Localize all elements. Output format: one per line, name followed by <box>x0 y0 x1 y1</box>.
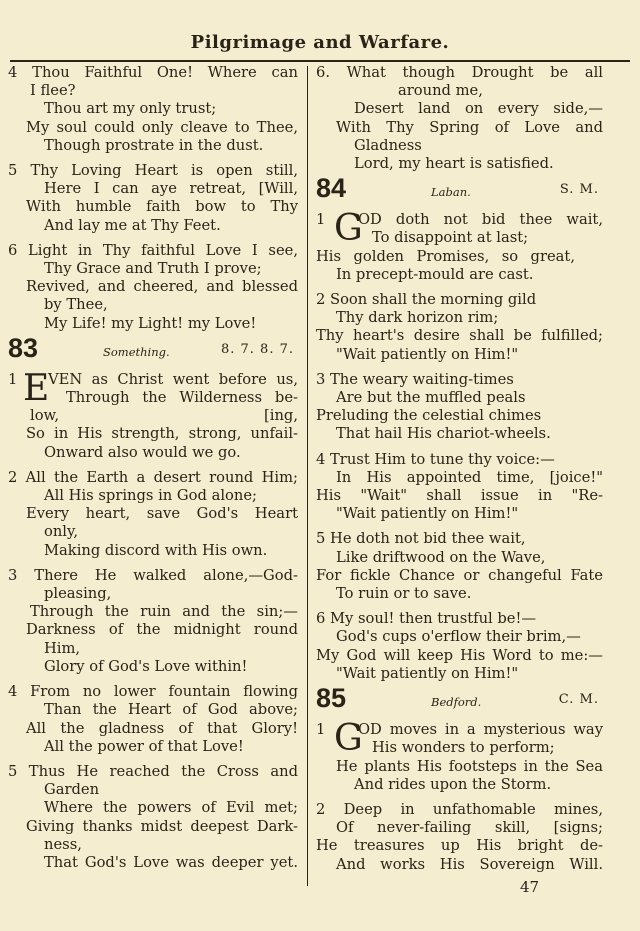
verse-line: 2 Soon shall the morning gild <box>316 291 537 309</box>
column-divider <box>307 66 308 886</box>
right-column <box>316 64 603 874</box>
verse-line: And works His Sovereign Will. <box>336 855 603 873</box>
verse <box>8 242 298 333</box>
left-column <box>8 64 298 872</box>
verse-line: Where the powers of Evil met; <box>44 799 298 817</box>
verse-line: And lay me at Thy Feet. <box>44 216 221 234</box>
verse-line: Revived, and cheered, and blessed <box>26 278 298 296</box>
verse-line: around me, <box>398 82 483 100</box>
verse-line: 2 Deep in unfathomable mines, <box>316 800 603 818</box>
verse-line: 3 There He walked alone,—God- <box>8 566 298 584</box>
hymn-meter: C. M. <box>558 692 599 708</box>
verse-line: pleasing, <box>44 585 112 603</box>
verse-line: Making discord with His own. <box>44 541 268 559</box>
verse-line: He plants His footsteps in the Sea <box>336 757 603 775</box>
verse-line <box>316 211 603 229</box>
verse-line: low, [ing, <box>30 407 298 425</box>
verse-line: And rides upon the Storm. <box>354 775 552 793</box>
verse-line: All the gladness of that Glory! <box>26 719 298 737</box>
verse <box>316 801 603 874</box>
verse <box>316 530 603 603</box>
hymn-meter: 8. 7. 8. 7. <box>220 341 294 357</box>
verse-line: 6 Light in Thy faithful Love I see, <box>8 241 298 259</box>
verse-line: ness, <box>44 835 82 853</box>
header-rule <box>10 60 630 62</box>
drop-cap: G <box>334 718 363 760</box>
verse-line: To ruin or to save. <box>336 585 472 603</box>
verse-line: 6 My soul! then trustful be!— <box>316 610 537 628</box>
verse-line: Through the ruin and the sin;— <box>30 603 298 621</box>
verse-line: Thy Grace and Truth I prove; <box>44 260 262 278</box>
verse-line: His golden Promises, so great, <box>316 247 575 265</box>
hymn-heading <box>316 173 603 211</box>
verse-line: Here I can aye retreat, [Will, <box>44 180 298 198</box>
verse <box>8 469 298 560</box>
verse <box>8 367 298 462</box>
verse-line: With humble faith bow to Thy <box>26 198 298 216</box>
verse-line: by Thee, <box>44 296 108 314</box>
verse-line: I flee? <box>30 82 76 100</box>
verse-line: Giving thanks midst deepest Dark- <box>26 817 298 835</box>
verse-line: Thy heart's desire shall be fulfilled; <box>316 327 603 345</box>
hymn-heading <box>316 683 603 721</box>
verse-line: 5 Thus He reached the Cross and <box>8 762 298 780</box>
verse-line: only, <box>44 523 79 541</box>
verse-line: My soul could only cleave to Thee, <box>26 118 298 136</box>
verse-number: 1 <box>316 721 326 739</box>
verse <box>8 64 298 155</box>
hymn-number: 83 <box>8 332 39 363</box>
verse-line: Thou art my only trust; <box>44 100 217 118</box>
verse-line: For fickle Chance or changeful Fate <box>316 566 603 584</box>
verse <box>316 371 603 444</box>
verse-line: All His springs in God alone; <box>44 487 257 505</box>
verse <box>316 291 603 364</box>
hymn-tune: Something. <box>103 344 170 359</box>
hymn-tune: Bedford. <box>431 695 482 710</box>
drop-cap: G <box>334 208 363 250</box>
verse-line: Desert land on every side,— <box>354 100 603 118</box>
verse-line: 4 From no lower fountain flowing <box>8 683 298 701</box>
verse-line: 4 Thou Faithful One! Where can <box>8 64 298 81</box>
verse-line: Thy dark horizon rim; <box>336 309 499 327</box>
page-header: Pilgrimage and Warfare. <box>190 32 450 53</box>
verse-line: 2 All the Earth a desert round Him; <box>8 468 298 486</box>
verse-line: Garden <box>44 781 100 799</box>
verse-line: God's cups o'erflow their brim,— <box>336 628 581 646</box>
verse-line: Glory of God's Love within! <box>44 657 248 675</box>
verse <box>8 763 298 872</box>
page-number: 47 <box>520 878 540 896</box>
verse-line: His "Wait" shall issue in "Re- <box>316 487 603 505</box>
verse-line: Though prostrate in the dust. <box>44 136 264 154</box>
verse-line-text: VEN as Christ went before us, <box>48 370 298 388</box>
hymn-tune: Laban. <box>431 185 471 200</box>
verse-line: Every heart, save God's Heart <box>26 505 298 523</box>
verse <box>316 718 603 794</box>
verse <box>316 208 603 284</box>
verse-number: 1 <box>8 370 18 388</box>
verse-line: 3 The weary waiting-times <box>316 370 514 388</box>
verse-line: Of never-failing skill, [signs; <box>336 819 603 837</box>
verse-line: My Life! my Light! my Love! <box>44 314 257 332</box>
hymn-number: 85 <box>316 683 347 714</box>
verse-line: Are but the muffled peals <box>336 389 526 407</box>
verse <box>316 451 603 524</box>
verse-line: Preluding the celestial chimes <box>316 407 542 425</box>
verse-line: Through the Wilderness be- <box>66 389 298 407</box>
verse-line: So in His strength, strong, unfail- <box>26 425 298 443</box>
verse-line: 5 Thy Loving Heart is open still, <box>8 162 298 180</box>
verse-line: To disappoint at last; <box>372 229 529 247</box>
verse-line: Gladness <box>354 136 422 154</box>
verse <box>8 567 298 676</box>
verse-line: Lord, my heart is satisfied. <box>354 155 554 173</box>
hymn-number: 84 <box>316 173 347 204</box>
hymn-meter: S. M. <box>559 182 599 198</box>
verse-line: In precept-mould are cast. <box>336 265 534 283</box>
verse-line: Like driftwood on the Wave, <box>336 548 546 566</box>
verse-line: My God will keep His Word to me:— <box>316 646 603 664</box>
verse <box>316 64 603 173</box>
verse-line <box>8 371 298 389</box>
verse-line: 5 He doth not bid thee wait, <box>316 530 526 548</box>
verse-line-text: OD moves in a mysterious way <box>358 721 603 739</box>
hymn-heading <box>8 332 298 371</box>
verse-line: He treasures up His bright de- <box>316 837 603 855</box>
verse <box>8 162 298 235</box>
verse-line: Onward also would we go. <box>44 443 241 461</box>
verse-line: In His appointed time, [joice!" <box>336 468 603 486</box>
verse-line: All the power of that Love! <box>44 737 244 755</box>
verse-line-text: OD doth not bid thee wait, <box>358 211 603 229</box>
verse-line <box>316 721 603 739</box>
verse-line: 6. What though Drought be all <box>316 64 603 81</box>
verse-line: 4 Trust Him to tune thy voice:— <box>316 450 555 468</box>
verse-number: 1 <box>316 211 326 229</box>
verse-line: With Thy Spring of Love and <box>336 118 603 136</box>
drop-cap: E <box>23 367 50 409</box>
verse-line: His wonders to perform; <box>372 739 555 757</box>
verse-line: Him, <box>44 639 81 657</box>
verse-line: "Wait patiently on Him!" <box>336 345 519 363</box>
verse-line: "Wait patiently on Him!" <box>336 664 519 682</box>
verse-line: Than the Heart of God above; <box>44 701 298 719</box>
verse-line: Darkness of the midnight round <box>26 621 298 639</box>
verse-line: "Wait patiently on Him!" <box>336 505 519 523</box>
verse-line: That hail His chariot-wheels. <box>336 425 551 443</box>
verse-line: That God's Love was deeper yet. <box>44 853 298 871</box>
verse <box>8 683 298 756</box>
verse <box>316 610 603 683</box>
